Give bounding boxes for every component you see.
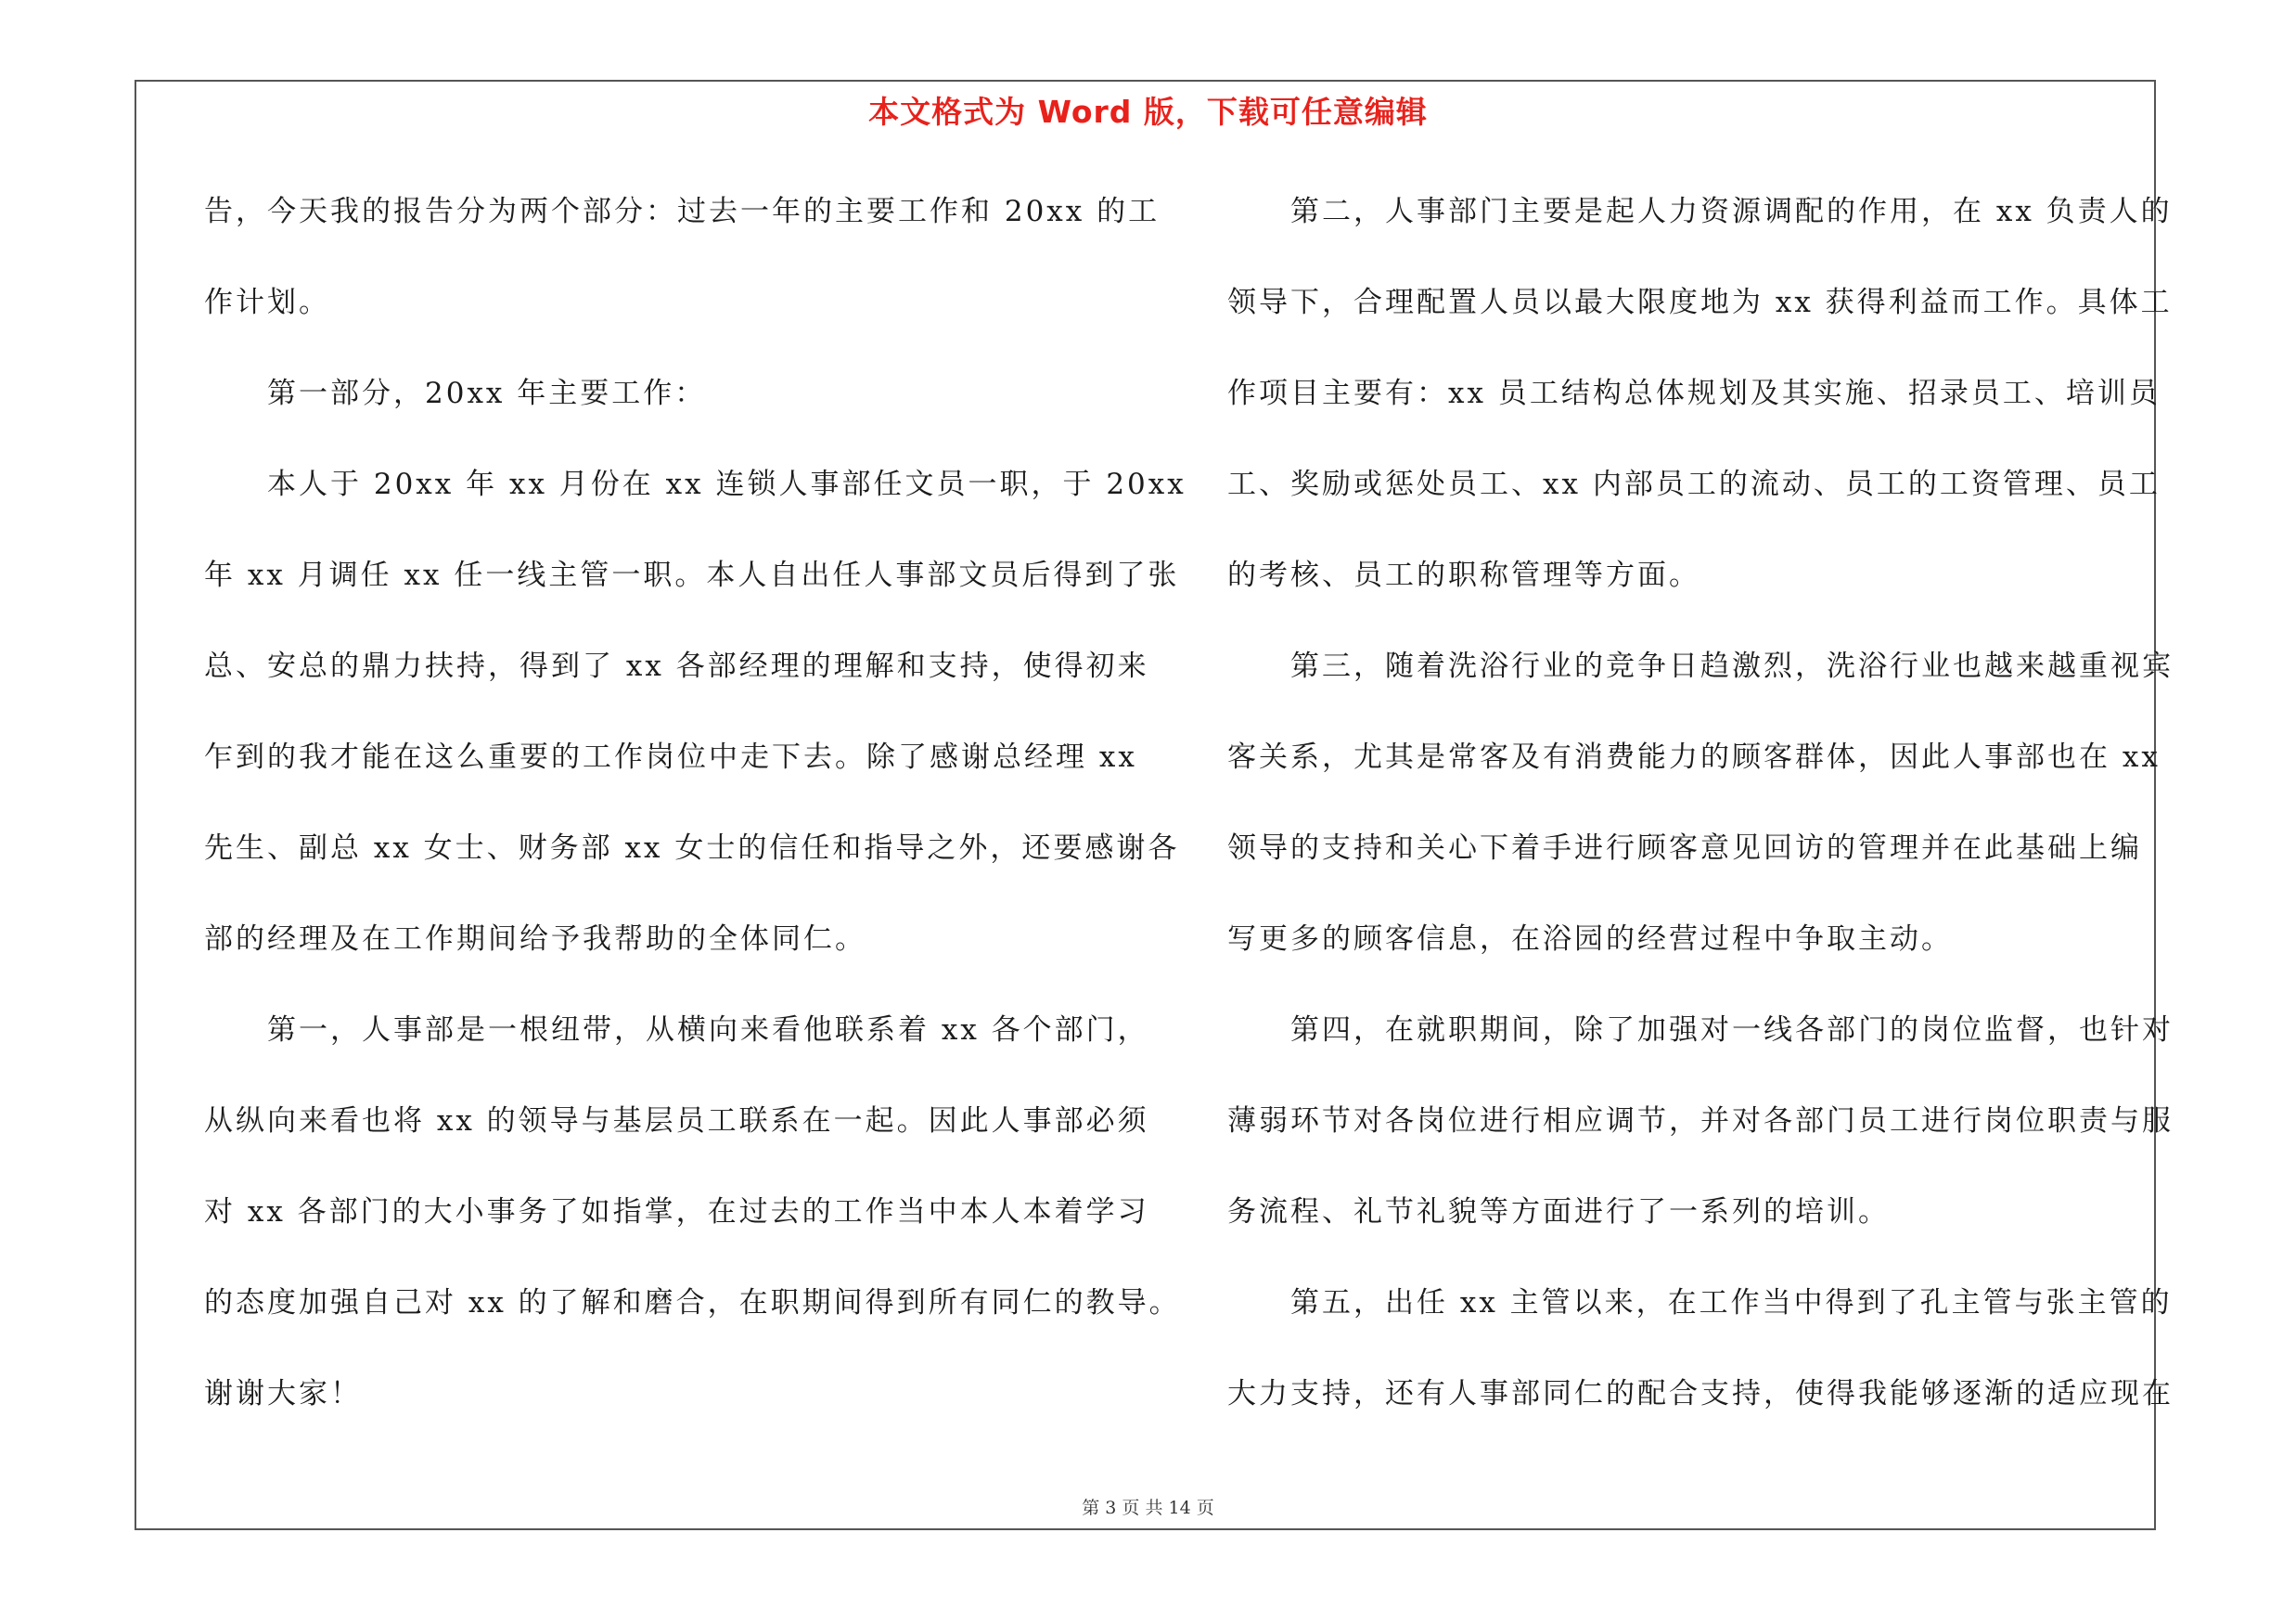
text-line: 先生、副总 xx 女士、财务部 xx 女士的信任和指导之外，还要感谢各 bbox=[204, 831, 1180, 865]
text-line: 乍到的我才能在这么重要的工作岗位中走下去。除了感谢总经理 xx bbox=[204, 741, 1137, 774]
text-line: 本人于 20xx 年 xx 月份在 xx 连锁人事部任文员一职，于 20xx bbox=[267, 468, 1186, 501]
text-line: 薄弱环节对各岗位进行相应调节，并对各部门员工进行岗位职责与服 bbox=[1227, 1104, 2174, 1138]
text-line: 写更多的顾客信息，在浴园的经营过程中争取主动。 bbox=[1227, 922, 1953, 956]
text-line: 第一，人事部是一根纽带，从横向来看他联系着 xx 各个部门， bbox=[267, 1013, 1149, 1047]
text-line: 领导下，合理配置人员以最大限度地为 xx 获得利益而工作。具体工 bbox=[1227, 286, 2173, 319]
left-text-column bbox=[204, 184, 1186, 1457]
right-text-column bbox=[1227, 184, 2174, 1457]
text-line: 总、安总的鼎力扶持，得到了 xx 各部经理的理解和支持，使得初来 bbox=[204, 650, 1149, 683]
text-line: 部的经理及在工作期间给予我帮助的全体同仁。 bbox=[204, 922, 866, 956]
text-line: 对 xx 各部门的大小事务了如指掌，在过去的工作当中本人本着学习 bbox=[204, 1195, 1149, 1229]
text-line: 大力支持，还有人事部同仁的配合支持，使得我能够逐渐的适应现在 bbox=[1227, 1377, 2174, 1410]
text-line: 领导的支持和关心下着手进行顾客意见回访的管理并在此基础上编 bbox=[1227, 831, 2142, 865]
text-line: 作计划。 bbox=[204, 286, 330, 319]
text-line: 谢谢大家！ bbox=[204, 1377, 362, 1410]
text-line: 第三，随着洗浴行业的竞争日趋激烈，洗浴行业也越来越重视宾 bbox=[1290, 650, 2174, 683]
text-line: 第四，在就职期间，除了加强对一线各部门的岗位监督，也针对 bbox=[1290, 1013, 2174, 1047]
text-line: 第五，出任 xx 主管以来，在工作当中得到了孔主管与张主管的 bbox=[1290, 1286, 2173, 1320]
text-line: 的考核、员工的职称管理等方面。 bbox=[1227, 559, 1700, 592]
text-line: 工、奖励或惩处员工、xx 内部员工的流动、员工的工资管理、员工 bbox=[1227, 468, 2161, 501]
text-line: 第二，人事部门主要是起人力资源调配的作用，在 xx 负责人的 bbox=[1290, 195, 2173, 228]
text-line: 从纵向来看也将 xx 的领导与基层员工联系在一起。因此人事部必须 bbox=[204, 1104, 1149, 1138]
text-line: 的态度加强自己对 xx 的了解和磨合，在职期间得到所有同仁的教导。 bbox=[204, 1286, 1181, 1320]
text-line: 作项目主要有：xx 员工结构总体规划及其实施、招录员工、培训员 bbox=[1227, 377, 2161, 410]
document-banner: 本文格式为 Word 版，下载可任意编辑 bbox=[868, 94, 1428, 130]
text-line: 务流程、礼节礼貌等方面进行了一系列的培训。 bbox=[1227, 1195, 1890, 1229]
page-number-footer: 第 3 页 共 14 页 bbox=[1082, 1498, 1214, 1518]
text-line: 告，今天我的报告分为两个部分：过去一年的主要工作和 20xx 的工 bbox=[204, 195, 1161, 228]
text-line: 年 xx 月调任 xx 任一线主管一职。本人自出任人事部文员后得到了张 bbox=[204, 559, 1180, 592]
text-line: 客关系，尤其是常客及有消费能力的顾客群体，因此人事部也在 xx bbox=[1227, 741, 2161, 774]
text-line: 第一部分，20xx 年主要工作： bbox=[267, 377, 707, 410]
